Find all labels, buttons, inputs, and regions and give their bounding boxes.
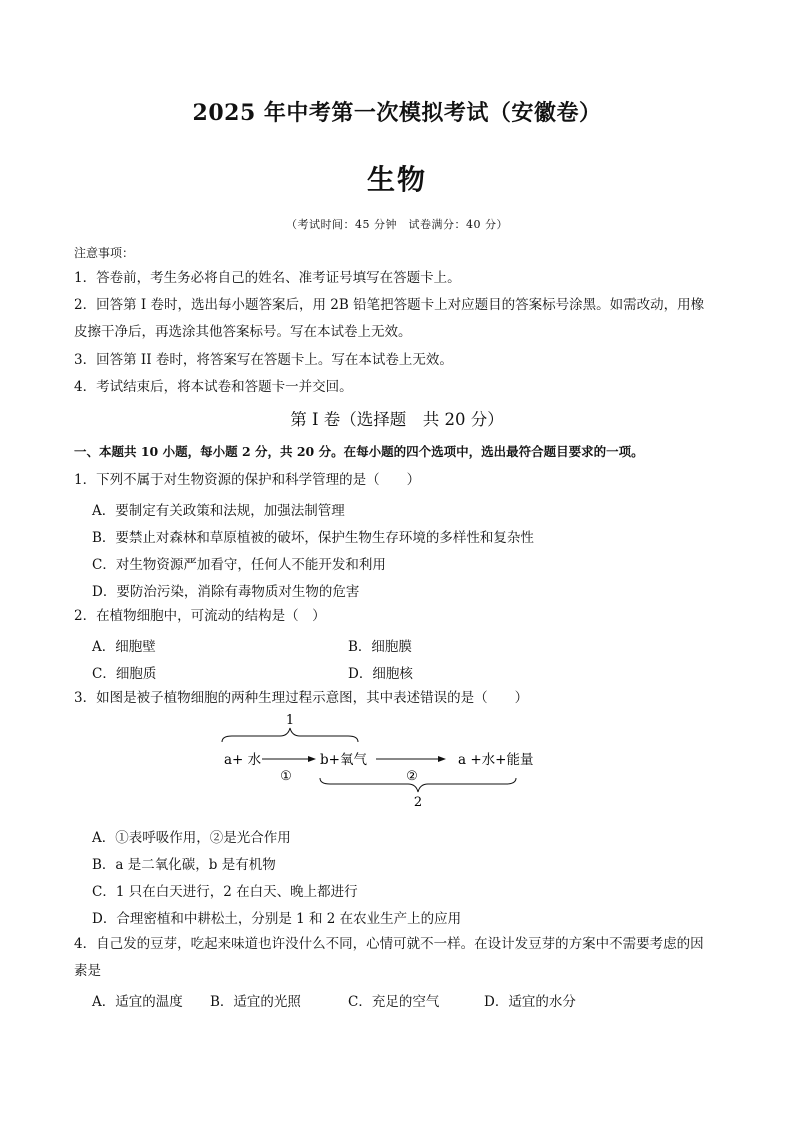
q3-option-c: C．1 只在白天进行，2 在白天、晚上都进行: [92, 884, 358, 900]
arrow-2-head: [438, 756, 446, 762]
question-3-stem: 3．如图是被子植物细胞的两种生理过程示意图，其中表述错误的是（ ）: [74, 690, 529, 706]
arrow-1-label: ①: [280, 769, 292, 784]
label-bottom: 2: [413, 795, 423, 810]
term-left: a+ 水: [224, 752, 262, 768]
label-top: 1: [285, 713, 295, 728]
q4-option-b: B．适宜的光照: [210, 994, 301, 1010]
brace-top: [222, 728, 358, 742]
section-title: 第 I 卷（选择题 共 20 分）: [290, 410, 504, 429]
notes-item: 3．回答第 II 卷时，将答案写在答题卡上。写在本试卷上无效。: [74, 352, 453, 368]
arrow-1-head: [308, 756, 316, 762]
notes-item: 皮擦干净后，再选涂其他答案标号。写在本试卷上无效。: [74, 324, 412, 340]
question-1-stem: 1．下列不属于对生物资源的保护和科学管理的是（ ）: [74, 472, 421, 488]
q3-option-d: D．合理密植和中耕松土，分别是 1 和 2 在农业生产上的应用: [92, 911, 462, 927]
subject-title: 生物: [366, 163, 427, 196]
exam-info: （考试时间：45 分钟 试卷满分：40 分）: [286, 218, 508, 231]
q2-option-c: C．细胞质: [92, 666, 157, 682]
arrow-2-label: ②: [406, 769, 418, 784]
q2-option-b: B．细胞膜: [348, 639, 412, 655]
section-description: 一、本题共 10 小题，每小题 2 分，共 20 分。在每小题的四个选项中，选出最符合题目要求的一项。: [74, 444, 644, 459]
q1-option-b: B．要禁止对森林和草原植被的破坏，保护生物生存环境的多样性和复杂性: [92, 530, 534, 546]
term-middle: b+氧气: [320, 752, 367, 768]
q1-option-d: D．要防治污染，消除有毒物质对生物的危害: [92, 584, 360, 600]
q4-option-c: C．充足的空气: [348, 994, 440, 1010]
q3-option-a: A．①表呼吸作用，②是光合作用: [92, 830, 291, 846]
brace-bottom: [320, 778, 516, 792]
question-2-stem: 2．在植物细胞中，可流动的结构是（ ）: [74, 608, 326, 624]
q3-option-b: B．a 是二氧化碳，b 是有机物: [92, 857, 276, 873]
q4-option-d: D．适宜的水分: [484, 994, 576, 1010]
q1-option-c: C．对生物资源严加看守，任何人不能开发和利用: [92, 557, 386, 573]
notes-item: 4．考试结束后，将本试卷和答题卡一并交回。: [74, 379, 353, 395]
term-right: a +水+能量: [458, 752, 534, 768]
photosynthesis-respiration-diagram: [0, 712, 794, 812]
notes-title: 注意事项：: [74, 246, 135, 260]
notes-item: 2．回答第 I 卷时，选出每小题答案后，用 2B 铅笔把答题卡上对应题目的答案标号涂黑。如需改动，用橡: [74, 297, 705, 313]
exam-title: 2025 年中考第一次模拟考试（安徽卷）: [192, 100, 602, 126]
q4-option-a: A．适宜的温度: [92, 994, 183, 1010]
q1-option-a: A．要制定有关政策和法规，加强法制管理: [92, 503, 345, 519]
question-4-stem-cont: 素是: [74, 963, 101, 979]
q2-option-d: D．细胞核: [348, 666, 413, 682]
q2-option-a: A．细胞壁: [92, 639, 156, 655]
question-4-stem: 4．自己发的豆芽，吃起来味道也许没什么不同，心情可就不一样。在设计发豆芽的方案中不需要考虑的因: [74, 936, 704, 952]
notes-item: 1．答卷前，考生务必将自己的姓名、准考证号填写在答题卡上。: [74, 270, 461, 286]
